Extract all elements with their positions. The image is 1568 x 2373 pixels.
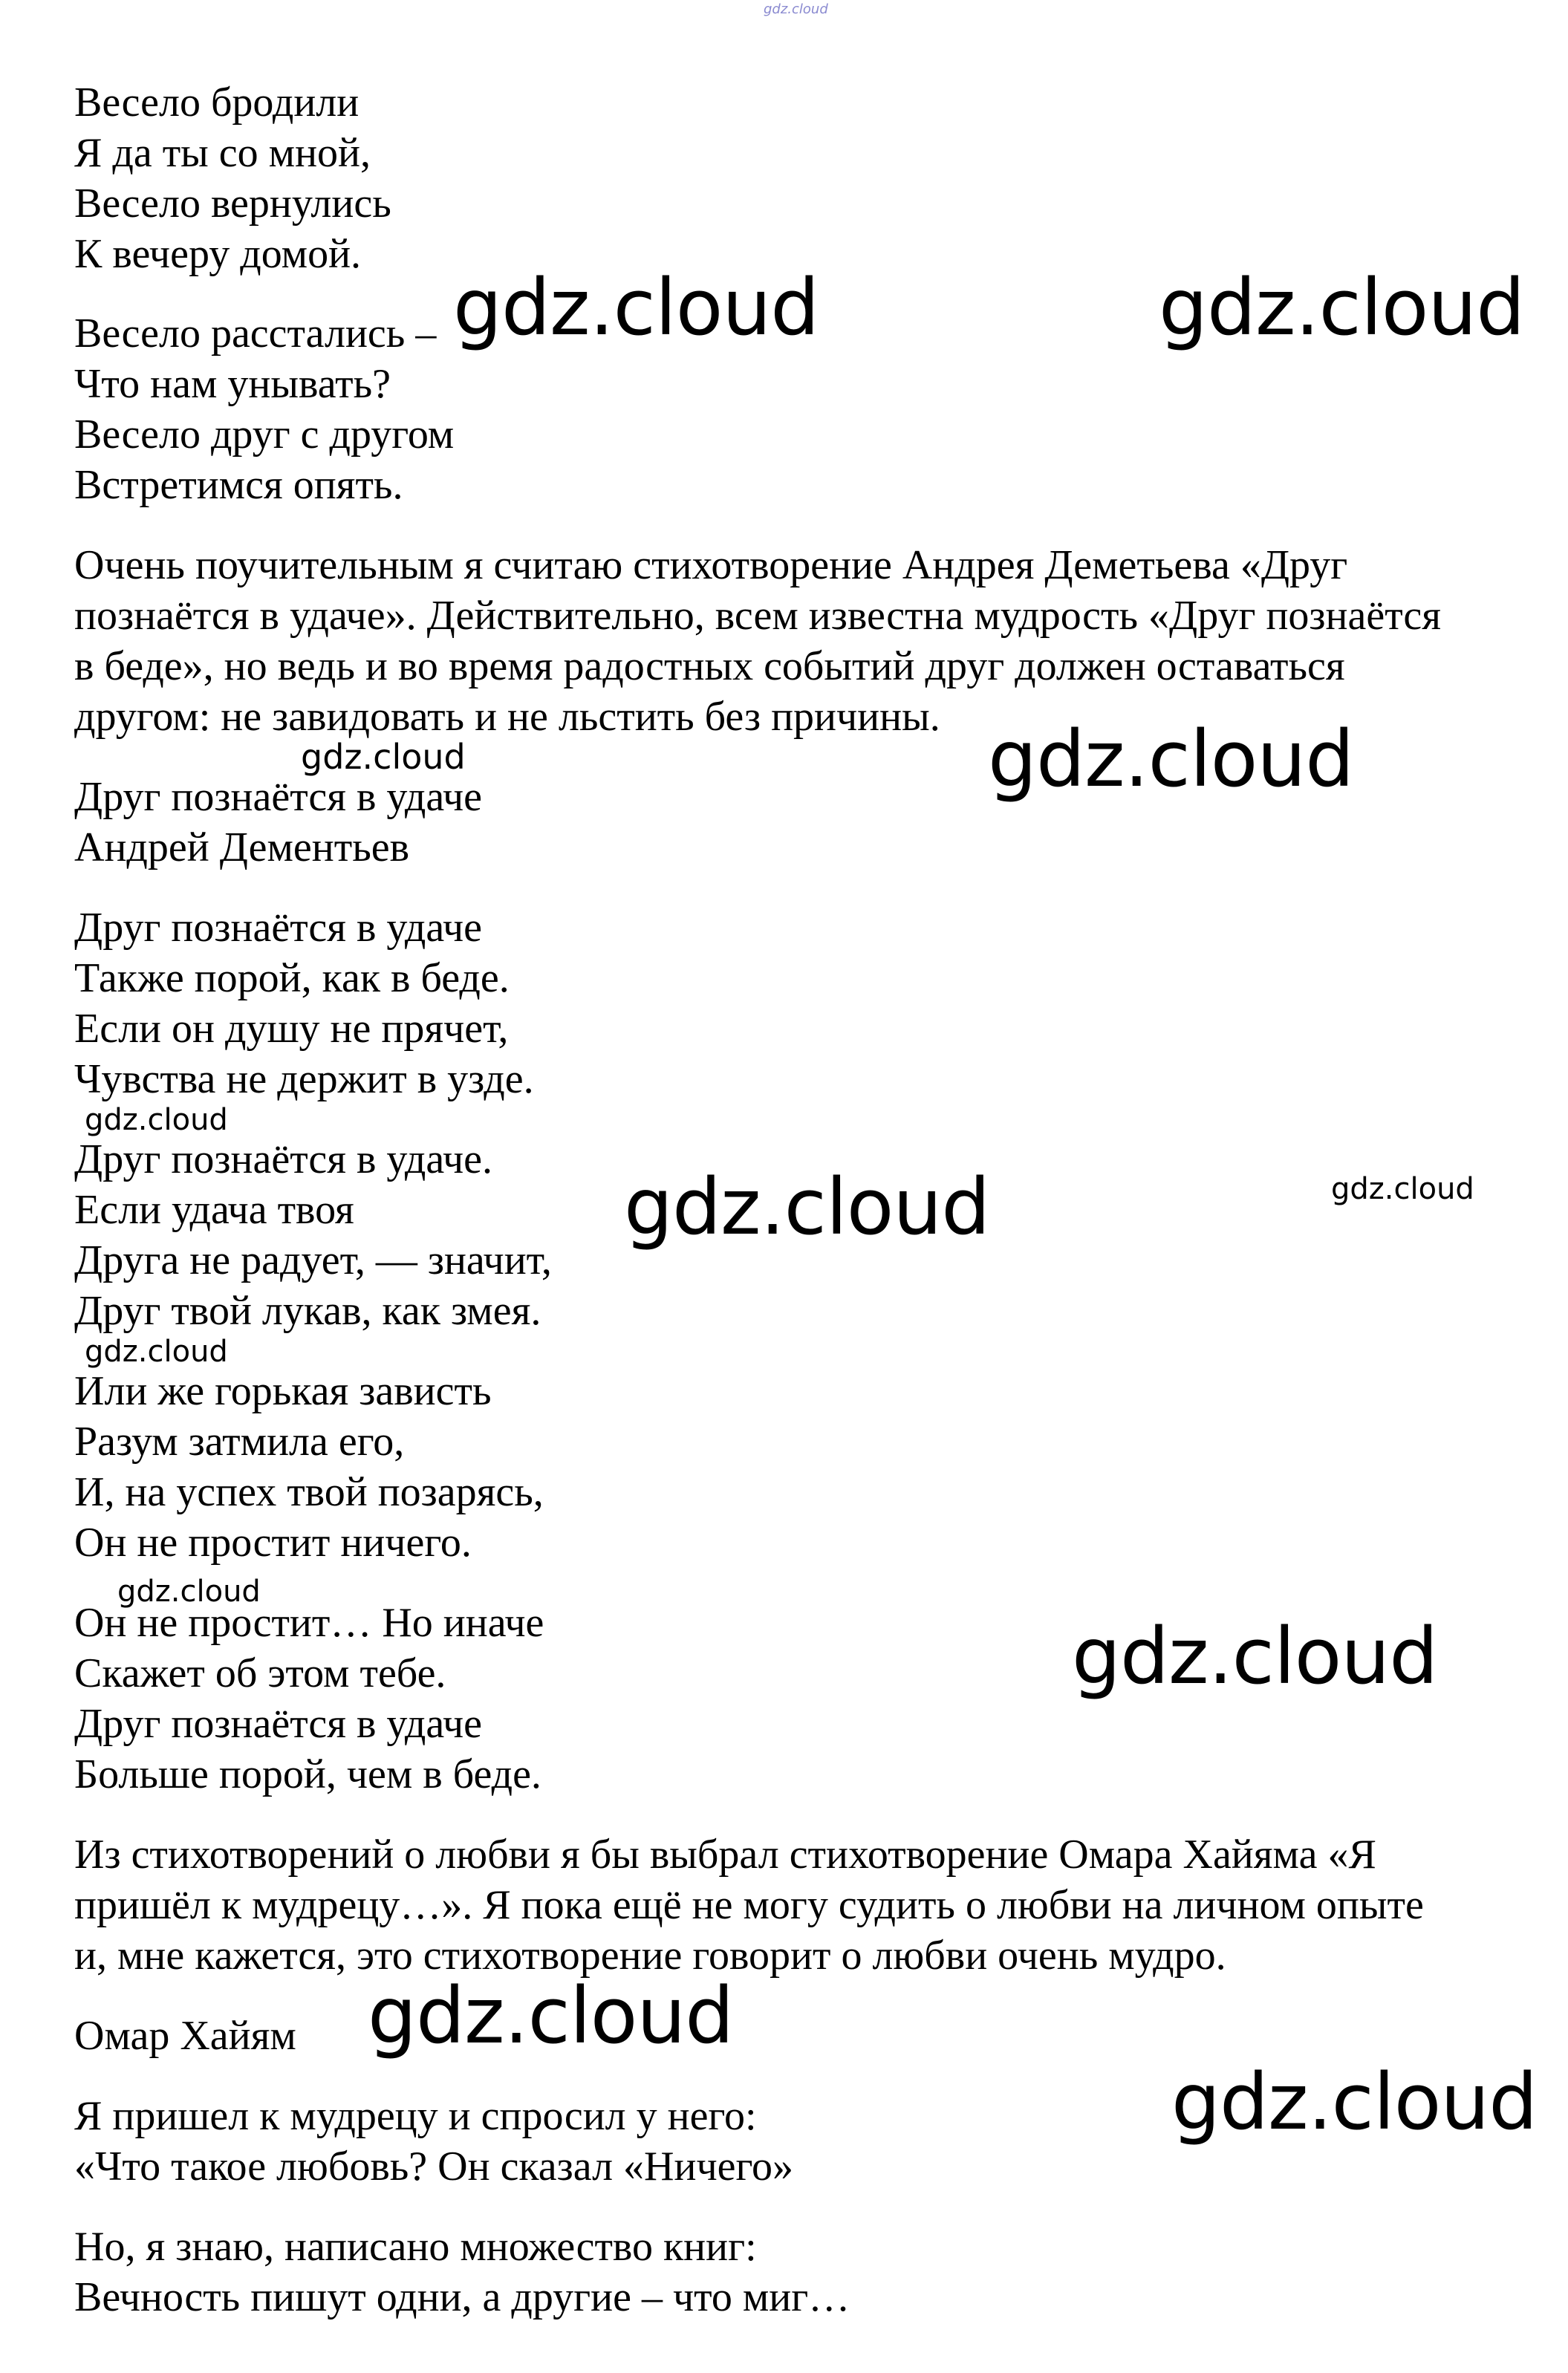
watermark: gdz.cloud	[368, 1970, 734, 2061]
paragraph-line: Из стихотворений о любви я бы выбрал стихотворение Омара Хайяма «Я	[74, 1832, 1376, 1878]
poem1-line: Весело бродили	[74, 79, 360, 126]
paragraph-line: в беде», но ведь и во время радостных событий друг должен оставаться	[74, 643, 1345, 689]
poem2-line: Друга не радует, — значит,	[74, 1237, 552, 1283]
paragraph-line: и, мне кажется, это стихотворение говорит о любви очень мудро.	[74, 1933, 1226, 1979]
watermark: gdz.cloud	[301, 737, 466, 777]
paragraph-line: другом: не завидовать и не льстить без причины.	[74, 694, 940, 740]
poem1-line: Что нам унывать?	[74, 361, 391, 407]
poem2-line: Он не простит… Но иначе	[74, 1600, 544, 1646]
watermark: gdz.cloud	[117, 1575, 261, 1609]
watermark: gdz.cloud	[1331, 1172, 1474, 1206]
poem2-line: Друг твой лукав, как змея.	[74, 1288, 541, 1334]
poem2-line: Чувства не держит в узде.	[74, 1056, 534, 1102]
poem3-line: Но, я знаю, написано множество книг:	[74, 2224, 757, 2270]
poem3-line: Вечность пишут одни, а другие – что миг…	[74, 2274, 850, 2320]
poem1-line: Весело вернулись	[74, 180, 391, 227]
poem2-line: Он не простит ничего.	[74, 1520, 472, 1566]
watermark: gdz.cloud	[1159, 262, 1525, 353]
watermark: gdz.cloud	[85, 1335, 228, 1369]
poem2-line: Друг познаётся в удаче	[74, 905, 483, 951]
paragraph-line: пришёл к мудрецу…». Я пока ещё не могу судить о любви на личном опыте	[74, 1882, 1424, 1928]
poem2-line: Друг познаётся в удаче	[74, 1701, 483, 1747]
poem2-line: Скажет об этом тебе.	[74, 1650, 446, 1696]
poem-author: Андрей Дементьев	[74, 824, 410, 870]
poem3-line: Я пришел к мудрецу и спросил у него:	[74, 2093, 757, 2139]
poem2-line: Также порой, как в беде.	[74, 955, 510, 1001]
watermark: gdz.cloud	[1072, 1611, 1438, 1702]
poem-author: Омар Хайям	[74, 2013, 296, 2059]
poem2-line: Если удача твоя	[74, 1187, 354, 1233]
poem1-line: Я да ты со мной,	[74, 130, 371, 176]
poem2-line: И, на успех твой позарясь,	[74, 1469, 544, 1515]
poem-title: Друг познаётся в удаче	[74, 774, 483, 820]
watermark-top: gdz.cloud	[764, 1, 828, 17]
poem2-line: Разум затмила его,	[74, 1419, 405, 1465]
poem2-line: Больше порой, чем в беде.	[74, 1751, 541, 1797]
watermark: gdz.cloud	[988, 714, 1354, 804]
paragraph-line: Очень поучительным я считаю стихотворение Андрея Деметьева «Друг	[74, 542, 1348, 588]
poem1-line: Встретимся опять.	[74, 462, 403, 508]
watermark: gdz.cloud	[1171, 2057, 1538, 2147]
paragraph-line: познаётся в удаче». Действительно, всем известна мудрость «Друг познаётся	[74, 593, 1441, 639]
poem2-line: Друг познаётся в удаче.	[74, 1136, 493, 1182]
poem2-line: Если он душу не прячет,	[74, 1006, 509, 1052]
poem3-line: «Что такое любовь? Он сказал «Ничего»	[74, 2143, 794, 2190]
watermark: gdz.cloud	[453, 262, 819, 353]
poem2-line: Или же горькая зависть	[74, 1368, 492, 1414]
watermark: gdz.cloud	[85, 1103, 228, 1137]
poem1-line: Весело расстались –	[74, 310, 437, 357]
poem1-line: К вечеру домой.	[74, 231, 362, 277]
poem1-line: Весело друг с другом	[74, 411, 455, 458]
watermark: gdz.cloud	[624, 1162, 990, 1252]
